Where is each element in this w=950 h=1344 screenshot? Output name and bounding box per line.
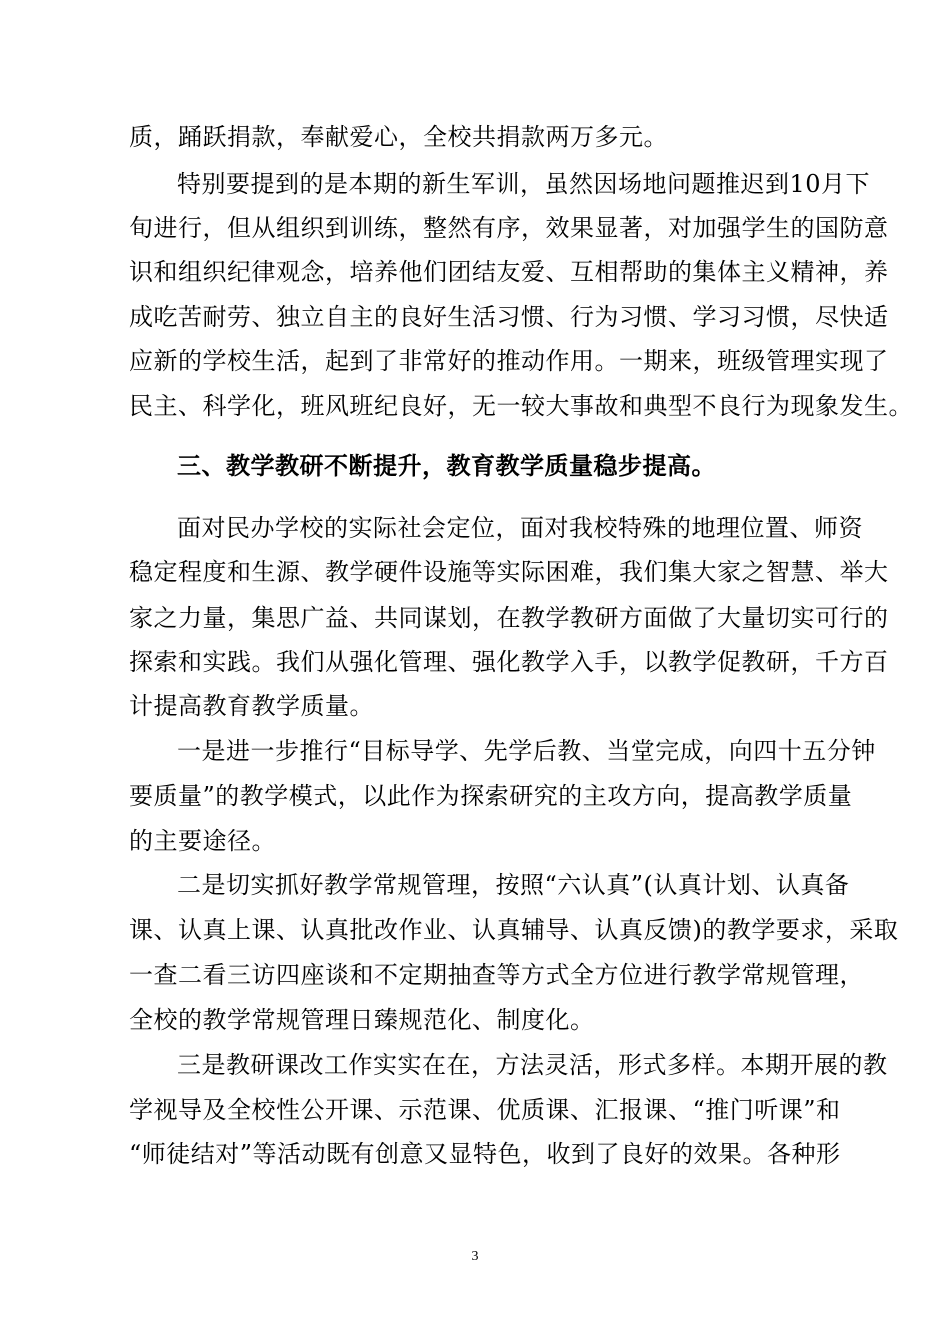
paragraph-first-line: 二是切实抓好教学常规管理，按照“六认真”(认真计划、认真备 (177, 871, 850, 899)
body-text-line: 民主、科学化，班风班纪良好，无一较大事故和典型不良行为现象发生。 (129, 392, 913, 420)
page-number: 3 (471, 1249, 479, 1264)
body-text-line: 旬进行，但从组织到训练，整然有序，效果显著，对加强学生的国防意 (129, 214, 889, 242)
paragraph-first-line: 面对民办学校的实际社会定位，面对我校特殊的地理位置、师资 (177, 514, 863, 542)
body-text-line: 要质量”的教学模式，以此作为探索研究的主攻方向，提高教学质量 (129, 782, 853, 810)
body-text-line: 质，踊跃捐款，奉献爱心，全校共捐款两万多元。 (129, 123, 668, 151)
section-heading: 三、教学教研不断提升，教育教学质量稳步提高。 (177, 452, 716, 480)
body-text-line: “师徒结对”等活动既有创意又显特色，收到了良好的效果。各种形 (129, 1140, 841, 1168)
body-text-line: 学视导及全校性公开课、示范课、优质课、汇报课、“推门听课”和 (129, 1096, 841, 1124)
body-text-line: 家之力量，集思广益、共同谋划，在教学教研方面做了大量切实可行的 (129, 604, 889, 632)
body-text-line: 探索和实践。我们从强化管理、强化教学入手，以教学促教研，千方百 (129, 648, 889, 676)
body-text-line: 全校的教学常规管理日臻规范化、制度化。 (129, 1006, 595, 1034)
body-text-line: 识和组织纪律观念，培养他们团结友爱、互相帮助的集体主义精神，养 (129, 258, 889, 286)
body-text-line: 稳定程度和生源、教学硬件设施等实际困难，我们集大家之智慧、举大 (129, 558, 889, 586)
paragraph-first-line: 特别要提到的是本期的新生军训，虽然因场地问题推迟到10月下 (177, 170, 871, 198)
body-text-line: 成吃苦耐劳、独立自主的良好生活习惯、行为习惯、学习习惯，尽快适 (129, 303, 889, 331)
paragraph-first-line: 三是教研课改工作实实在在，方法灵活，形式多样。本期开展的教 (177, 1051, 888, 1079)
body-text-line: 计提高教育教学质量。 (129, 692, 374, 720)
body-text-line: 应新的学校生活，起到了非常好的推动作用。一期来，班级管理实现了 (129, 347, 889, 375)
paragraph-first-line: 一是进一步推行“目标导学、先学后教、当堂完成，向四十五分钟 (177, 737, 876, 765)
body-text-line: 一查二看三访四座谈和不定期抽查等方式全方位进行教学常规管理， (129, 961, 864, 989)
body-text-line: 的主要途径。 (129, 827, 276, 855)
body-text-line: 课、认真上课、认真批改作业、认真辅导、认真反馈)的教学要求，采取 (129, 916, 899, 944)
